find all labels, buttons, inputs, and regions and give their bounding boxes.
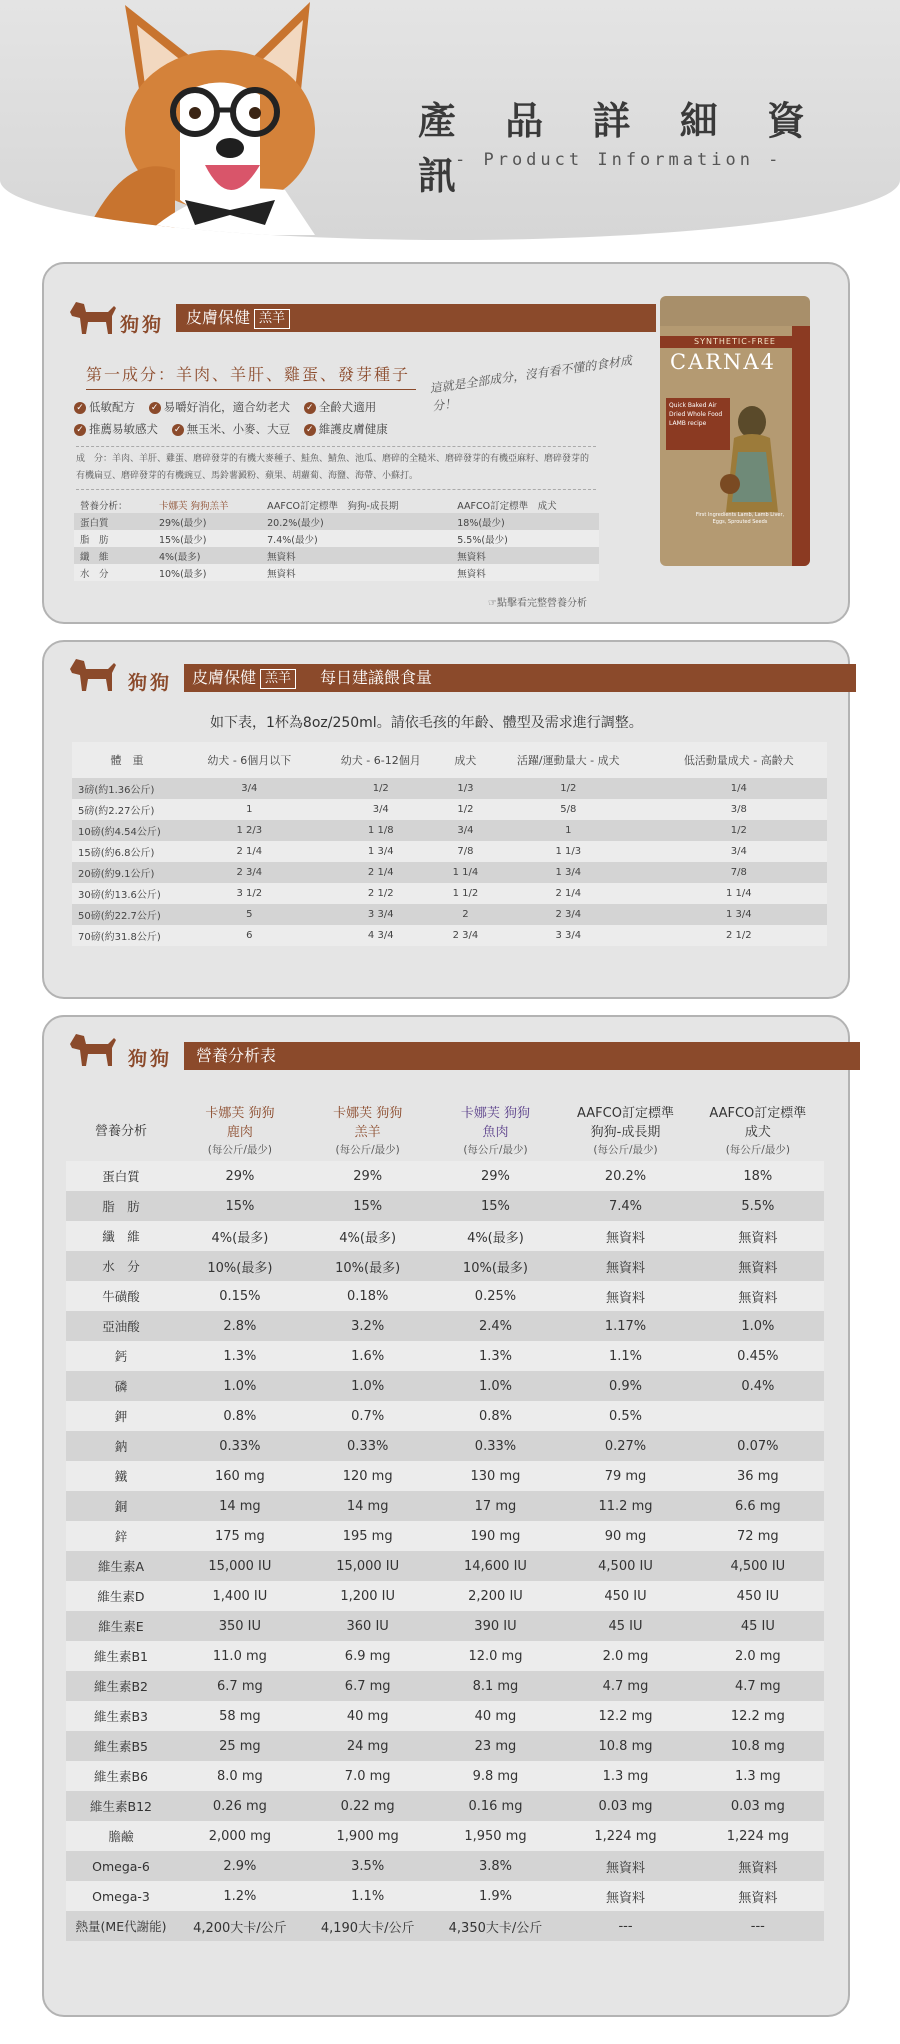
nutrient-value: 6.9 mg [304,1641,432,1671]
nutrient-value: 1.3% [432,1341,560,1371]
nutrient-name: 纖 維 [66,1221,176,1251]
nutrient-value: 7.4% [559,1191,691,1221]
column-header: 卡娜芙 狗狗 羔羊 (每公斤/最少) [333,1105,403,1156]
nutrient-name: 維生素B12 [66,1791,176,1821]
nutrient-value: 4%(最多) [304,1221,432,1251]
nutrient-name: 維生素B6 [66,1761,176,1791]
table-row [66,1431,824,1461]
nutrient-value: 12.0 mg [432,1641,560,1671]
bag-band-label: SYNTHETIC-FREE [660,336,810,348]
nutrient-name: 銅 [66,1491,176,1521]
column-header: 卡娜芙 狗狗 鹿肉 (每公斤/最少) [205,1105,275,1156]
nutrient-value: 11.0 mg [176,1641,304,1671]
table-row [66,1371,824,1401]
nutrient-value: 40 mg [432,1701,560,1731]
nutrient-value: 17 mg [432,1491,560,1521]
table-row: 20磅(約9.1公斤) 2 3/4 2 1/4 1 1/4 1 3/4 7/8 [72,862,827,883]
nutrient-value: 0.4% [692,1371,824,1401]
column-header: 卡娜芙 狗狗 魚肉 (每公斤/最少) [460,1105,531,1156]
table-row [66,1671,824,1701]
nutrient-value: 無資料 [559,1881,691,1911]
nutrient-value: 4,500 IU [692,1551,824,1581]
table-row: 蛋白質 29%(最少) 20.2%(最少) 18%(最少) [74,513,599,530]
table-row [66,1251,824,1281]
table-row [66,1881,824,1911]
nutrient-name: 熱量(ME代謝能) [66,1911,176,1941]
nutrient-value: 1.0% [176,1371,304,1401]
table-row [66,1311,824,1341]
nutrient-value: 1.17% [559,1311,691,1341]
nutrient-value: 160 mg [176,1461,304,1491]
nutrient-value: 6.7 mg [304,1671,432,1701]
table-header-row: 營養分析： 卡娜芙 狗狗羔羊 AAFCO訂定標準 狗狗-成長期 AAFCO訂定標準 成犬 [80,500,557,512]
nutrient-value: 1,400 IU [176,1581,304,1611]
nutrient-value: 23 mg [432,1731,560,1761]
nutrient-value: 8.1 mg [432,1671,560,1701]
nutrient-value: 36 mg [692,1461,824,1491]
nutrient-value: 0.33% [176,1431,304,1461]
nutrient-value: 120 mg [304,1461,432,1491]
nutrient-value: 無資料 [559,1221,691,1251]
nutrient-value: 1.6% [304,1341,432,1371]
table-row [66,1821,824,1851]
first-ingredients-heading: 第一成分：羊肉、羊肝、雞蛋、發芽種子 [86,362,416,390]
nutrient-value: 72 mg [692,1521,824,1551]
table-row [66,1221,824,1251]
check-icon: ✓ [304,402,316,414]
feeding-intro-text: 如下表，1杯為8oz/250ml。請依毛孩的年齡、體型及需求進行調整。 [210,715,643,731]
nutrient-value: 15% [304,1191,432,1221]
nutrient-value: 2.9% [176,1851,304,1881]
nutrient-value: 0.9% [559,1371,691,1401]
nutrient-value: 18% [692,1161,824,1191]
nutrient-value: 40 mg [304,1701,432,1731]
nutrient-value: 0.5% [559,1401,691,1431]
nutrient-value: 0.03 mg [559,1791,691,1821]
nutrient-value: 390 IU [432,1611,560,1641]
section-title-secondary: 每日建議餵食量 [320,668,433,687]
nutrient-value: 1,224 mg [559,1821,691,1851]
nutrient-value: 4,350大卡/公斤 [432,1911,560,1941]
feature-item: ✓ 低敏配方 [74,396,135,418]
nutrient-name: 亞油酸 [66,1311,176,1341]
nutrient-name: 磷 [66,1371,176,1401]
nutrient-value: 無資料 [559,1281,691,1311]
dog-silhouette-icon [66,655,120,697]
table-row [66,1761,824,1791]
feature-item: ✓ 無玉米、小麥、大豆 [172,418,291,440]
table-row: 纖 維 4%(最多) 無資料 無資料 [74,547,599,564]
nutrient-value: 25 mg [176,1731,304,1761]
product-bag-image [660,296,810,566]
nutrient-value: 45 IU [559,1611,691,1641]
nutrient-value: 0.26 mg [176,1791,304,1821]
nutrient-value: 4%(最多) [176,1221,304,1251]
corgi-with-glasses-image [85,0,355,235]
dog-silhouette-icon [66,1030,120,1072]
nutrient-value: 10.8 mg [559,1731,691,1761]
nutrient-value: 450 IU [692,1581,824,1611]
nutrient-name: 鈉 [66,1431,176,1461]
nutrient-value: 1.3% [176,1341,304,1371]
bag-brand-logo: CARNA4 [670,350,776,374]
nutrient-value: 2.8% [176,1311,304,1341]
section-title: 皮膚保健 [192,668,257,687]
table-row: 10磅(約4.54公斤) 1 2/3 1 1/8 3/4 1 1/2 [72,820,827,841]
section-title-bar [184,664,856,692]
table-row [66,1191,824,1221]
nutrient-value: 360 IU [304,1611,432,1641]
nutrient-value: 0.33% [432,1431,560,1461]
nutrient-value: 20.2% [559,1161,691,1191]
nutrient-value: 10%(最多) [176,1251,304,1281]
table-row [66,1551,824,1581]
nutrient-value: 0.27% [559,1431,691,1461]
table-row: 水 分 10%(最多) 無資料 無資料 [74,564,599,581]
check-icon: ✓ [304,424,316,436]
nutrient-name: 維生素B5 [66,1731,176,1761]
table-row [66,1611,824,1641]
section-title: 營養分析表 [196,1046,277,1065]
table-row [66,1161,824,1191]
table-row [66,1281,824,1311]
nutrient-value: 0.22 mg [304,1791,432,1821]
nutrient-name: 水 分 [66,1251,176,1281]
nutrient-value: 29% [176,1161,304,1191]
nutrient-value: 無資料 [692,1281,824,1311]
nutrient-value: 1.9% [432,1881,560,1911]
nutrient-value: 1.0% [304,1371,432,1401]
nutrient-value: 1.2% [176,1881,304,1911]
bag-ingredients-text: First Ingredients Lamb, Lamb Liver, Eggs, Sprouted Seeds [695,512,785,525]
nutrient-name: 維生素E [66,1611,176,1641]
feature-item: ✓ 全齡犬適用 [304,396,377,418]
nutrient-name: 蛋白質 [66,1161,176,1191]
flavor-tag: 羔羊 [260,669,296,689]
check-icon: ✓ [172,424,184,436]
ingredients-text: 成 分：羊肉、羊肝、雞蛋、磨碎發芽的有機大麥種子、鮭魚、鯖魚、池瓜、磨碎的全糙米、磨碎發芽的有機亞麻籽、磨碎發芽的有機扁豆、磨碎發芽的有機豌豆、馬鈴薯澱粉、蘋果、胡蘿蔔、海鹽、海帶、小蘇打。 [76,446,596,490]
nutrient-value: 14 mg [304,1491,432,1521]
table-row [66,1911,824,1941]
nutrient-value: 0.45% [692,1341,824,1371]
nutrient-value: 0.7% [304,1401,432,1431]
nutrient-value: 45 IU [692,1611,824,1641]
section-title-bar [184,1042,860,1070]
table-row: 15磅(約6.8公斤) 2 1/4 1 3/4 7/8 1 1/3 3/4 [72,841,827,862]
nutrient-value: 29% [432,1161,560,1191]
nutrient-value: 4,200大卡/公斤 [176,1911,304,1941]
nutrient-value: 1,224 mg [692,1821,824,1851]
check-icon: ✓ [74,402,86,414]
table-row [66,1581,824,1611]
nutrient-value: 2.0 mg [692,1641,824,1671]
table-row: 3磅(約1.36公斤) 3/4 1/2 1/3 1/2 1/4 [72,778,827,799]
nutrient-value: 2,000 mg [176,1821,304,1851]
nutrient-value: 無資料 [559,1251,691,1281]
nutrient-name: 牛磺酸 [66,1281,176,1311]
nutrient-name: 維生素B1 [66,1641,176,1671]
lamb-nutrition-table [74,496,599,581]
feeding-table [72,742,827,946]
table-row: 70磅(約31.8公斤) 6 4 3/4 2 3/4 3 3/4 2 1/2 [72,925,827,946]
nutrient-value: 1.0% [692,1311,824,1341]
table-row [66,1791,824,1821]
nutrient-value: --- [692,1911,824,1941]
nutrient-value: 3.8% [432,1851,560,1881]
table-header-row: 營養分析 卡娜芙 狗狗 鹿肉 (每公斤/最少) 卡娜芙 狗狗 羔羊 (每公斤/最少) 卡娜芙 狗狗 魚肉 (每公斤/最少) AAFCO訂定標準 狗狗-成長期 (每公斤/最少) AAFCO訂定標準 成犬 (每公斤/最少) [66,1097,824,1161]
column-header: AAFCO訂定標準 成犬 (每公斤/最少) [709,1105,807,1156]
nutrient-value: 4.7 mg [559,1671,691,1701]
check-icon: ✓ [74,424,86,436]
pointer-hand-icon: ☞ [488,598,497,609]
table-row [66,1401,824,1431]
table-row: 50磅(約22.7公斤) 5 3 3/4 2 2 3/4 1 3/4 [72,904,827,925]
section-title: 皮膚保健 [186,308,251,327]
table-row [66,1731,824,1761]
flavor-tag: 羔羊 [254,309,290,329]
section-title-bar [176,304,656,332]
table-row [66,1701,824,1731]
nutrient-value: 1.3 mg [559,1761,691,1791]
feature-item: ✓ 推薦易敏感犬 [74,418,158,440]
nutrient-value: 1.1% [304,1881,432,1911]
bag-illustration-image [716,402,788,512]
nutrient-value: 12.2 mg [692,1701,824,1731]
nutrient-value: 6.6 mg [692,1491,824,1521]
feature-list [74,396,414,440]
table-row [66,1461,824,1491]
nutrient-value: 2.0 mg [559,1641,691,1671]
dog-silhouette-icon [66,298,120,340]
dog-label: 狗狗 [128,672,173,694]
column-header: AAFCO訂定標準 狗狗-成長期 (每公斤/最少) [577,1105,674,1156]
nutrient-name: 脂 肪 [66,1191,176,1221]
nutrient-name: Omega-3 [66,1881,176,1911]
nutrient-value: 8.0 mg [176,1761,304,1791]
nutrient-value: 79 mg [559,1461,691,1491]
nutrient-value: 3.2% [304,1311,432,1341]
nutrient-name: 鉀 [66,1401,176,1431]
nutrient-value: 無資料 [692,1881,824,1911]
table-row [66,1341,824,1371]
nutrient-value: 6.7 mg [176,1671,304,1701]
nutrient-value: 195 mg [304,1521,432,1551]
nutrient-value: 2,200 IU [432,1581,560,1611]
table-row [66,1641,824,1671]
nutrient-value: 15% [176,1191,304,1221]
nutrition-comparison-table [66,1097,824,1941]
nutrient-value: 24 mg [304,1731,432,1761]
nutrient-name: Omega-6 [66,1851,176,1881]
full-analysis-link[interactable]: ☞點擊看完整營養分析 [488,598,587,609]
nutrient-name: 鈣 [66,1341,176,1371]
table-row [66,1851,824,1881]
check-icon: ✓ [149,402,161,414]
nutrient-value: 12.2 mg [559,1701,691,1731]
nutrient-value: 15,000 IU [304,1551,432,1581]
handwritten-note: 這就是全部成分，沒有看不懂的食材成分！ [428,353,633,414]
nutrient-value: 0.03 mg [692,1791,824,1821]
nutrient-value: 15,000 IU [176,1551,304,1581]
nutrient-name: 維生素B2 [66,1671,176,1701]
bag-recipe-text: Quick Baked Air Dried Whole Food LAMB recipe [669,402,723,427]
table-row [66,1521,824,1551]
nutrient-value: 130 mg [432,1461,560,1491]
table-header-row: 體 重 幼犬 - 6個月以下 幼犬 - 6-12個月 成犬 活躍/運動量大 - 成犬 低活動量成犬 - 高齡犬 [72,742,827,778]
nutrient-value: 175 mg [176,1521,304,1551]
nutrient-value: 3.5% [304,1851,432,1881]
nutrient-value: 0.07% [692,1431,824,1461]
nutrient-value: 14 mg [176,1491,304,1521]
nutrient-value: 0.15% [176,1281,304,1311]
nutrient-value: 0.8% [176,1401,304,1431]
nutrient-value: 10%(最多) [432,1251,560,1281]
nutrient-value: 1,900 mg [304,1821,432,1851]
feature-item: ✓ 維護皮膚健康 [304,418,388,440]
nutrient-value: 9.8 mg [432,1761,560,1791]
nutrient-value: 0.16 mg [432,1791,560,1821]
nutrient-value: 0.8% [432,1401,560,1431]
nutrient-value: 5.5% [692,1191,824,1221]
nutrient-value: 1,950 mg [432,1821,560,1851]
nutrient-name: 鋅 [66,1521,176,1551]
table-row: 30磅(約13.6公斤) 3 1/2 2 1/2 1 1/2 2 1/4 1 1/4 [72,883,827,904]
nutrient-value: 無資料 [692,1221,824,1251]
table-row [66,1491,824,1521]
nutrient-name: 維生素B3 [66,1701,176,1731]
nutrient-value: 0.33% [304,1431,432,1461]
nutrient-name: 維生素D [66,1581,176,1611]
nutrient-value: 11.2 mg [559,1491,691,1521]
nutrient-value: 4,190大卡/公斤 [304,1911,432,1941]
table-row: 5磅(約2.27公斤) 1 3/4 1/2 5/8 3/8 [72,799,827,820]
nutrient-value: --- [559,1911,691,1941]
nutrient-value: 1.1% [559,1341,691,1371]
nutrient-name: 鐵 [66,1461,176,1491]
nutrient-name: 維生素A [66,1551,176,1581]
nutrient-value: 10%(最多) [304,1251,432,1281]
nutrient-value: 1,200 IU [304,1581,432,1611]
page-subtitle: - Product Information - [455,150,783,170]
nutrient-value: 無資料 [559,1851,691,1881]
nutrient-value: 0.18% [304,1281,432,1311]
nutrient-value: 4.7 mg [692,1671,824,1701]
dog-label: 狗狗 [120,314,165,336]
nutrient-value: 4,500 IU [559,1551,691,1581]
nutrient-value: 無資料 [692,1251,824,1281]
nutrient-value: 10.8 mg [692,1731,824,1761]
nutrient-value: 90 mg [559,1521,691,1551]
nutrient-value: 15% [432,1191,560,1221]
nutrient-value: 190 mg [432,1521,560,1551]
nutrient-value: 4%(最多) [432,1221,560,1251]
dog-label: 狗狗 [128,1048,173,1070]
table-row: 脂 肪 15%(最少) 7.4%(最少) 5.5%(最少) [74,530,599,547]
nutrient-value: 350 IU [176,1611,304,1641]
nutrient-value [692,1401,824,1431]
nutrient-value: 0.25% [432,1281,560,1311]
nutrient-value: 58 mg [176,1701,304,1731]
nutrient-value: 14,600 IU [432,1551,560,1581]
nutrient-value: 2.4% [432,1311,560,1341]
nutrient-value: 1.0% [432,1371,560,1401]
nutrient-name: 膽鹼 [66,1821,176,1851]
feature-item: ✓ 易嚼好消化，適合幼老犬 [149,396,291,418]
page-title: 產 品 詳 細 資 訊 [418,99,823,198]
hero-banner [0,0,900,240]
nutrient-value: 1.3 mg [692,1761,824,1791]
nutrient-value: 450 IU [559,1581,691,1611]
nutrient-value: 29% [304,1161,432,1191]
nutrient-value: 無資料 [692,1851,824,1881]
nutrient-value: 7.0 mg [304,1761,432,1791]
